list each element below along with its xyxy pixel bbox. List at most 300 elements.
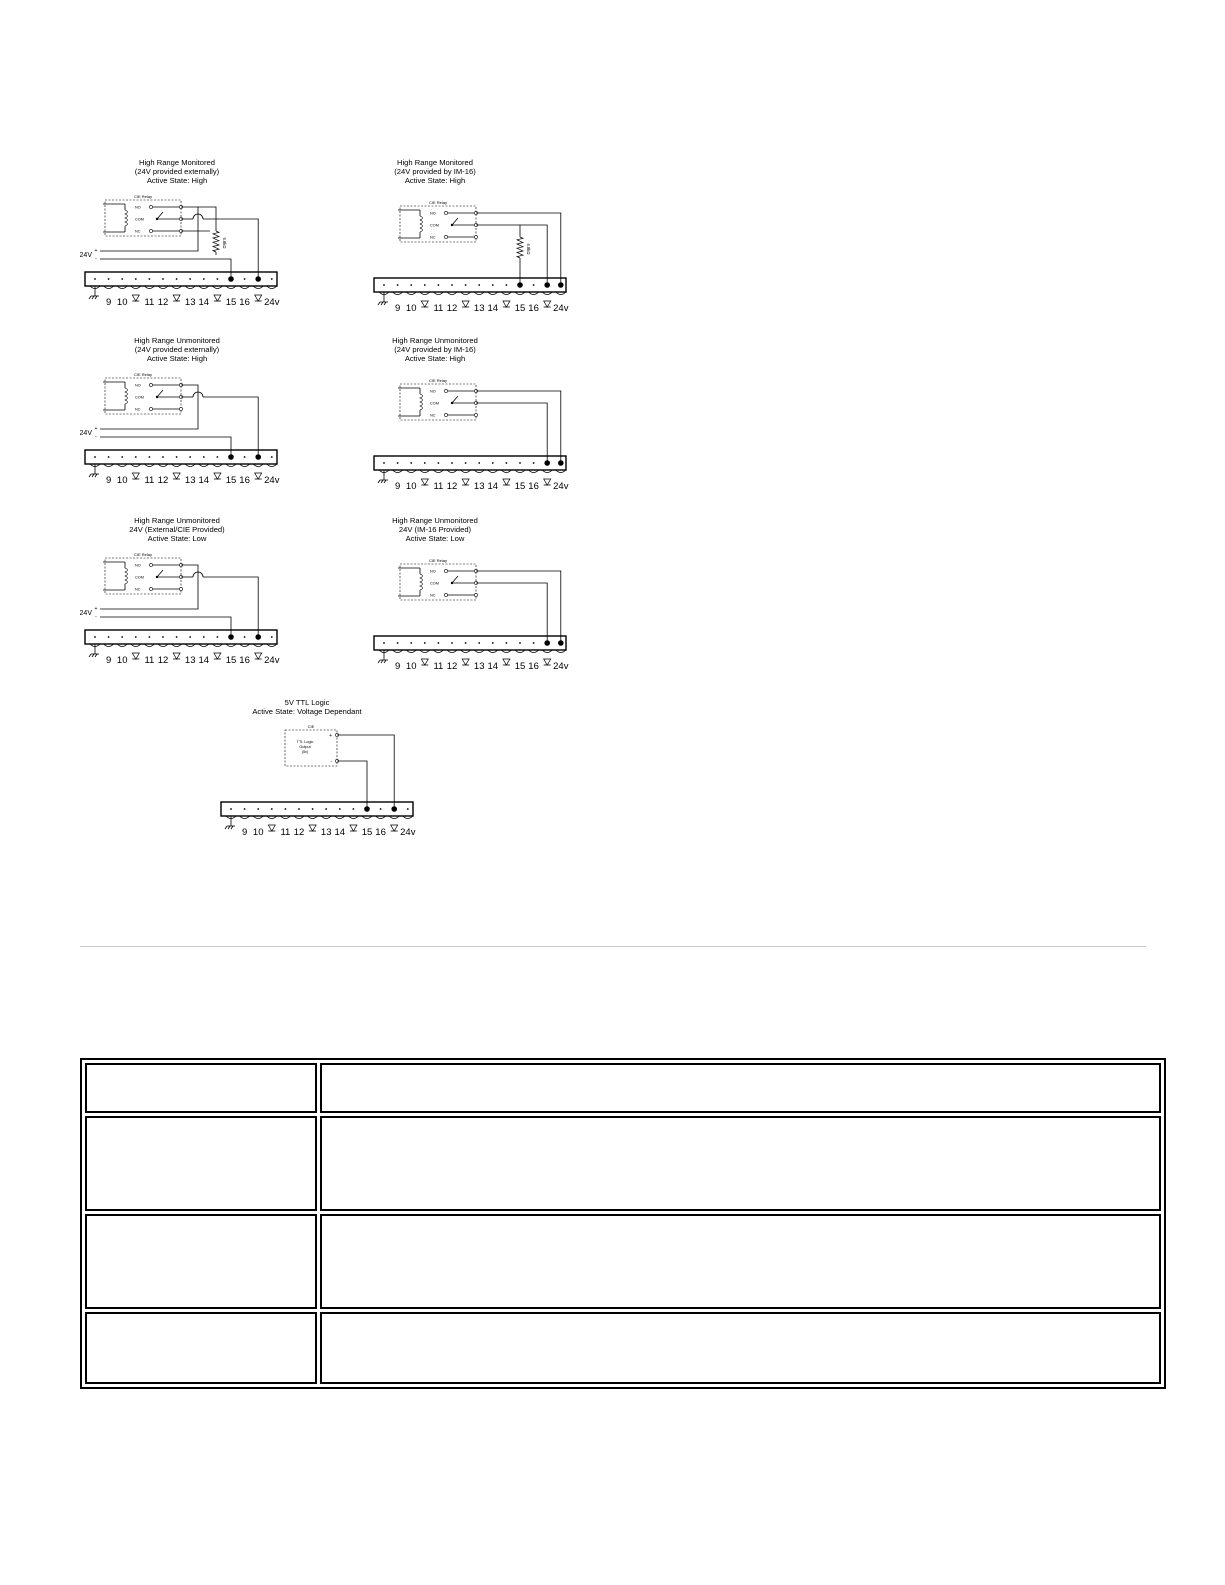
supply-sign: - xyxy=(95,256,97,262)
terminal-block xyxy=(374,278,566,292)
relay-label: CIE Relay xyxy=(428,558,448,563)
diagram-title: 5V TTL Logic xyxy=(284,698,330,707)
table-row xyxy=(85,1312,1161,1384)
diagram-title: High Range Unmonitored xyxy=(392,516,478,525)
terminal-pin xyxy=(478,284,480,286)
terminal-pin xyxy=(149,456,151,458)
ground-icon xyxy=(384,660,386,663)
supply-sign: + xyxy=(94,426,98,432)
diode-icon xyxy=(391,825,398,831)
terminal-pin xyxy=(465,284,467,286)
terminal-pin xyxy=(149,636,151,638)
table-cell xyxy=(85,1116,317,1211)
junction-dot xyxy=(544,640,550,646)
terminal-pin xyxy=(451,462,453,464)
terminal-pin xyxy=(189,278,191,280)
relay-coil xyxy=(125,568,128,584)
table-cell xyxy=(85,1063,317,1113)
terminal-label: 13 xyxy=(473,303,485,314)
wire xyxy=(198,207,216,225)
terminal-label: 24v xyxy=(553,303,569,314)
diagram-title: 24V (External/CIE Provided) xyxy=(129,525,225,534)
wire xyxy=(337,735,394,809)
terminal-label: 10 xyxy=(405,481,417,492)
wiring-diagram xyxy=(80,516,280,666)
terminal-pin xyxy=(271,636,273,638)
relay-coil xyxy=(125,388,128,404)
supply-sign: + xyxy=(94,248,98,254)
terminal-block xyxy=(85,630,277,644)
terminal-label: 16 xyxy=(375,827,386,838)
supply-label: 24V xyxy=(80,252,92,259)
terminal-label: 15 xyxy=(514,303,526,314)
terminal-pin xyxy=(121,278,123,280)
terminal-pin xyxy=(465,642,467,644)
terminal-label: 16 xyxy=(239,655,250,666)
terminal-label: 15 xyxy=(225,475,237,486)
contact-label: COM xyxy=(135,395,144,400)
terminal-block xyxy=(221,802,413,816)
diagram-title: High Range Monitored xyxy=(139,158,215,167)
wire xyxy=(476,403,547,463)
diode-icon xyxy=(544,301,551,307)
table-row xyxy=(85,1063,1161,1113)
ground-icon xyxy=(95,296,97,299)
diode-icon xyxy=(350,825,357,831)
relay-label: CIE Relay xyxy=(133,372,153,377)
diode-icon xyxy=(132,295,139,301)
contact-terminal xyxy=(474,235,477,238)
diode-icon xyxy=(421,659,428,665)
terminal-pin xyxy=(244,278,246,280)
table-cell xyxy=(320,1063,1161,1113)
terminal-pin xyxy=(424,462,426,464)
terminal-block xyxy=(374,636,566,650)
contact-label: COM xyxy=(430,401,439,406)
contact-label: COM xyxy=(135,575,144,580)
terminal-label: 24v xyxy=(553,481,569,492)
contact-label: NC xyxy=(135,407,141,412)
terminal-pin xyxy=(108,636,110,638)
junction-dot xyxy=(255,454,261,460)
junction-dot xyxy=(255,276,261,282)
terminal-pin xyxy=(492,462,494,464)
terminal-label: 13 xyxy=(473,481,485,492)
terminal-pin xyxy=(217,456,219,458)
wire xyxy=(476,225,547,285)
terminal-pin xyxy=(189,456,191,458)
diagram-title: Active State: Low xyxy=(147,534,207,543)
horizontal-rule xyxy=(80,946,1146,947)
wiring-diagrams xyxy=(80,150,580,860)
terminal-label: 12 xyxy=(157,655,169,666)
diode-icon xyxy=(255,653,262,659)
ground-icon xyxy=(92,654,94,657)
relay-label: CIE Relay xyxy=(133,194,153,199)
terminal-pin xyxy=(285,808,287,810)
terminal-label: 12 xyxy=(157,475,169,486)
table-cell xyxy=(320,1116,1161,1211)
ground-icon xyxy=(228,826,230,829)
ground-icon xyxy=(92,296,94,299)
ground-icon xyxy=(95,654,97,657)
terminal-pin xyxy=(533,642,535,644)
terminal-pin xyxy=(162,278,164,280)
terminal-label: 14 xyxy=(198,655,210,666)
table-row xyxy=(85,1214,1161,1309)
wire xyxy=(476,571,561,643)
contact-label: NC xyxy=(135,587,141,592)
relay-label: CIE Relay xyxy=(428,200,448,205)
terminal-label: 15 xyxy=(225,655,237,666)
diagram-title: High Range Monitored xyxy=(397,158,473,167)
terminal-pin xyxy=(108,278,110,280)
wiring-diagrams-svg xyxy=(80,150,580,860)
terminal-pin xyxy=(149,278,151,280)
terminal-pin xyxy=(410,642,412,644)
terminal-label: 10 xyxy=(252,827,264,838)
contact-terminal xyxy=(444,593,447,596)
ground-icon xyxy=(378,660,380,663)
diagram-title: (24V provided by IM-16) xyxy=(394,167,476,176)
terminal-pin xyxy=(176,456,178,458)
terminal-pin xyxy=(397,284,399,286)
terminal-label: 16 xyxy=(528,303,539,314)
terminal-pin xyxy=(312,808,314,810)
terminal-label: 15 xyxy=(361,827,373,838)
supply-wire xyxy=(100,565,198,609)
diagram-title: High Range Unmonitored xyxy=(134,336,220,345)
contact-arm xyxy=(157,570,163,577)
terminal-label: 13 xyxy=(320,827,332,838)
terminal-pin xyxy=(325,808,327,810)
diagram-title: (24V provided externally) xyxy=(134,345,220,354)
contact-label: NO xyxy=(135,563,141,568)
relay-label: CIE Relay xyxy=(428,378,448,383)
contact-label: COM xyxy=(135,217,144,222)
diagram-title: Active State: High xyxy=(404,176,466,185)
contact-terminal xyxy=(149,205,152,208)
contact-arm xyxy=(452,576,458,583)
diode-icon xyxy=(544,659,551,665)
terminal-pin xyxy=(519,462,521,464)
table-cell xyxy=(85,1312,317,1384)
diagram-title: High Range Unmonitored xyxy=(134,516,220,525)
terminal-pin xyxy=(533,284,535,286)
ttl-sign: - xyxy=(330,759,332,765)
ground-icon xyxy=(378,302,380,305)
terminal-pin xyxy=(407,808,409,810)
ground-icon xyxy=(384,302,386,305)
terminal-label: 10 xyxy=(405,303,417,314)
supply-wire xyxy=(100,207,198,251)
terminal-pin xyxy=(492,284,494,286)
diode-icon xyxy=(214,653,221,659)
terminal-label: 24v xyxy=(264,297,280,308)
terminal-pin xyxy=(94,278,96,280)
terminal-pin xyxy=(135,456,137,458)
terminal-label: 14 xyxy=(198,297,210,308)
terminal-pin xyxy=(244,456,246,458)
terminal-pin xyxy=(94,456,96,458)
diode-icon xyxy=(255,473,262,479)
contact-label: NO xyxy=(135,383,141,388)
terminal-pin xyxy=(478,462,480,464)
terminal-label: 12 xyxy=(293,827,305,838)
supply-label: 24V xyxy=(80,430,92,437)
terminal-label: 16 xyxy=(239,475,250,486)
relay-coil xyxy=(420,394,423,410)
resistor xyxy=(213,231,219,252)
supply-sign: - xyxy=(95,614,97,620)
contact-terminal xyxy=(149,563,152,566)
ground-icon xyxy=(381,660,383,663)
terminal-pin xyxy=(438,284,440,286)
ground-icon xyxy=(381,480,383,483)
terminal-pin xyxy=(397,462,399,464)
terminal-pin xyxy=(410,462,412,464)
ground-icon xyxy=(92,474,94,477)
terminal-pin xyxy=(217,636,219,638)
contact-terminal xyxy=(444,211,447,214)
diagram-title: Active State: High xyxy=(146,176,208,185)
terminal-block xyxy=(85,450,277,464)
contact-label: NO xyxy=(430,569,436,574)
terminal-label: 11 xyxy=(433,481,444,492)
junction-dot xyxy=(228,634,234,640)
terminal-label: 9 xyxy=(394,661,401,672)
diode-icon xyxy=(421,301,428,307)
diagram-title: 24V (IM-16 Provided) xyxy=(398,525,472,534)
terminal-pin xyxy=(271,808,273,810)
terminal-pin xyxy=(383,642,385,644)
terminal-pin xyxy=(298,808,300,810)
ttl-box-text: Output xyxy=(299,745,311,749)
terminal-pin xyxy=(203,278,205,280)
terminal-label: 10 xyxy=(405,661,417,672)
terminal-label: 9 xyxy=(105,655,112,666)
terminal-pin xyxy=(438,462,440,464)
diagram-title: Active State: High xyxy=(404,354,466,363)
terminal-pin xyxy=(189,636,191,638)
diagram-title: Active State: Voltage Dependant xyxy=(252,707,362,716)
diode-icon xyxy=(214,295,221,301)
supply-sign: - xyxy=(95,434,97,440)
junction-dot xyxy=(544,282,550,288)
terminal-pin xyxy=(244,636,246,638)
wiring-diagram xyxy=(374,336,569,492)
wiring-diagram xyxy=(374,158,569,314)
terminal-pin xyxy=(271,456,273,458)
junction-dot xyxy=(517,282,523,288)
terminal-pin xyxy=(353,808,355,810)
contact-terminal xyxy=(444,235,447,238)
diode-icon xyxy=(462,301,469,307)
terminal-pin xyxy=(244,808,246,810)
ground-icon xyxy=(384,480,386,483)
relay-coil xyxy=(125,210,128,226)
ground-icon xyxy=(89,654,91,657)
table-cell xyxy=(320,1312,1161,1384)
table-cell xyxy=(85,1214,317,1309)
terminal-label: 14 xyxy=(487,661,499,672)
supply-sign: + xyxy=(94,606,98,612)
contact-terminal xyxy=(179,407,182,410)
terminal-pin xyxy=(519,642,521,644)
terminal-pin xyxy=(506,642,508,644)
ground-icon xyxy=(378,480,380,483)
terminal-pin xyxy=(121,636,123,638)
diode-icon xyxy=(173,653,180,659)
ground-icon xyxy=(89,474,91,477)
terminal-label: 11 xyxy=(144,297,155,308)
diode-icon xyxy=(173,473,180,479)
terminal-label: 10 xyxy=(116,475,128,486)
terminal-label: 13 xyxy=(473,661,485,672)
junction-dot xyxy=(255,634,261,640)
diode-icon xyxy=(503,301,510,307)
resistor-label: 6.8kΩ xyxy=(222,237,227,249)
terminal-label: 16 xyxy=(528,481,539,492)
wiring-diagram xyxy=(374,516,569,672)
diode-icon xyxy=(132,653,139,659)
ttl-box-text: (5v) xyxy=(301,750,309,754)
terminal-label: 24v xyxy=(264,475,280,486)
junction-dot xyxy=(391,806,397,812)
terminal-label: 10 xyxy=(116,297,128,308)
wiring-diagram xyxy=(80,336,280,486)
terminal-label: 24v xyxy=(400,827,416,838)
terminal-label: 14 xyxy=(487,481,499,492)
terminal-pin xyxy=(339,808,341,810)
diagram-title: (24V provided by IM-16) xyxy=(394,345,476,354)
terminal-label: 12 xyxy=(446,481,458,492)
terminal-label: 16 xyxy=(528,661,539,672)
terminal-pin xyxy=(230,808,232,810)
wire xyxy=(476,583,547,643)
diagram-title: (24V provided externally) xyxy=(134,167,220,176)
contact-terminal xyxy=(179,587,182,590)
contact-arm xyxy=(157,212,163,219)
table-cell xyxy=(320,1214,1161,1309)
terminal-label: 14 xyxy=(198,475,210,486)
wire xyxy=(476,391,561,463)
diode-icon xyxy=(421,479,428,485)
contact-terminal xyxy=(149,383,152,386)
contact-terminal xyxy=(444,569,447,572)
terminal-label: 15 xyxy=(514,661,526,672)
terminal-label: 16 xyxy=(239,297,250,308)
terminal-label: 12 xyxy=(446,661,458,672)
terminal-pin xyxy=(465,462,467,464)
diode-icon xyxy=(173,295,180,301)
ground-icon xyxy=(225,826,227,829)
terminal-pin xyxy=(257,808,259,810)
relay-label: CIE Relay xyxy=(133,552,153,557)
contact-terminal xyxy=(474,593,477,596)
terminal-pin xyxy=(506,462,508,464)
contact-terminal xyxy=(474,413,477,416)
diode-icon xyxy=(214,473,221,479)
ground-icon xyxy=(231,826,233,829)
junction-dot xyxy=(558,460,564,466)
junction-dot xyxy=(364,806,370,812)
contact-label: NO xyxy=(430,389,436,394)
ttl-box-text: TTL Logic xyxy=(296,740,314,744)
terminal-label: 15 xyxy=(514,481,526,492)
relay-coil xyxy=(420,574,423,590)
wiring-diagram xyxy=(221,698,416,838)
terminal-label: 11 xyxy=(433,303,444,314)
terminal-pin xyxy=(271,278,273,280)
terminal-label: 9 xyxy=(394,303,401,314)
terminal-pin xyxy=(217,278,219,280)
contact-terminal xyxy=(149,407,152,410)
terminal-label: 11 xyxy=(280,827,291,838)
terminal-pin xyxy=(176,278,178,280)
terminal-label: 10 xyxy=(116,655,128,666)
junction-dot xyxy=(558,640,564,646)
resistor-label: 6.8kΩ xyxy=(526,243,531,255)
contact-label: COM xyxy=(430,581,439,586)
terminal-pin xyxy=(203,636,205,638)
wiring-diagram xyxy=(80,158,280,308)
diagram-title: Active State: Low xyxy=(405,534,465,543)
terminal-block xyxy=(85,272,277,286)
diode-icon xyxy=(462,659,469,665)
terminal-pin xyxy=(451,284,453,286)
contact-label: NO xyxy=(430,211,436,216)
terminal-label: 14 xyxy=(487,303,499,314)
contact-terminal xyxy=(149,587,152,590)
terminal-pin xyxy=(438,642,440,644)
terminal-pin xyxy=(203,456,205,458)
terminal-label: 13 xyxy=(184,297,196,308)
junction-dot xyxy=(228,454,234,460)
contact-label: NC xyxy=(430,413,436,418)
diode-icon xyxy=(503,479,510,485)
relay-coil xyxy=(420,216,423,232)
contact-label: NC xyxy=(135,229,141,234)
terminal-pin xyxy=(135,636,137,638)
contact-terminal xyxy=(444,389,447,392)
terminal-pin xyxy=(94,636,96,638)
terminal-label: 11 xyxy=(433,661,444,672)
diagram-title: Active State: High xyxy=(146,354,208,363)
terminal-label: 12 xyxy=(446,303,458,314)
supply-label: 24V xyxy=(80,610,92,617)
terminal-label: 9 xyxy=(105,475,112,486)
terminal-pin xyxy=(176,636,178,638)
terminal-label: 12 xyxy=(157,297,169,308)
diode-icon xyxy=(309,825,316,831)
terminal-pin xyxy=(533,462,535,464)
diagram-title: High Range Unmonitored xyxy=(392,336,478,345)
terminal-pin xyxy=(383,462,385,464)
ttl-box-label: CIE xyxy=(307,724,315,729)
table-row xyxy=(85,1116,1161,1211)
terminal-label: 24v xyxy=(264,655,280,666)
terminal-pin xyxy=(478,642,480,644)
terminal-label: 11 xyxy=(144,475,155,486)
ground-icon xyxy=(381,302,383,305)
junction-dot xyxy=(228,276,234,282)
terminal-label: 11 xyxy=(144,655,155,666)
terminal-pin xyxy=(121,456,123,458)
terminal-label: 24v xyxy=(553,661,569,672)
contact-label: NC xyxy=(430,593,436,598)
ground-icon xyxy=(89,296,91,299)
